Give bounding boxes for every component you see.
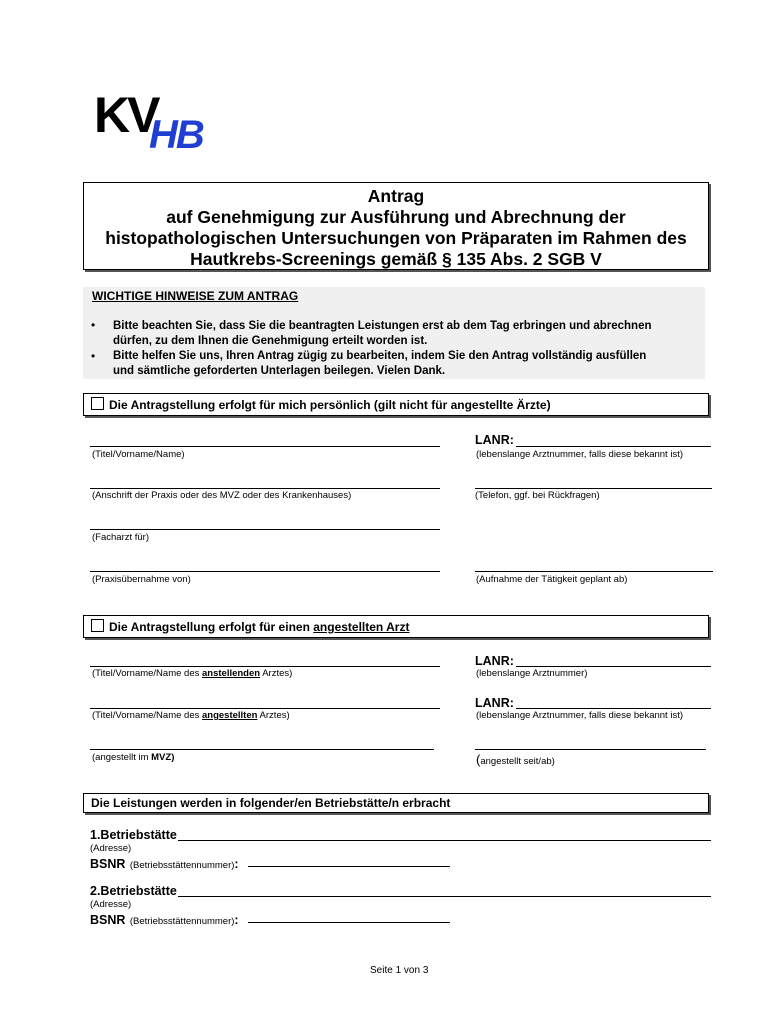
title-box xyxy=(83,182,709,270)
employer-lanr-label: LANR: xyxy=(475,654,514,668)
name-caption: (Titel/Vorname/Name) xyxy=(92,449,185,460)
employer-lanr-input[interactable] xyxy=(516,666,711,667)
site-2-bsnr-input[interactable] xyxy=(248,922,450,923)
hints-heading: WICHTIGE HINWEISE ZUM ANTRAG xyxy=(92,289,299,303)
section-employed-label: Die Antragstellung erfolgt für einen xyxy=(109,620,314,634)
employee-lanr-caption: (lebenslange Arztnummer, falls diese bekannt ist) xyxy=(476,710,683,721)
page-number: Seite 1 von 3 xyxy=(370,965,429,976)
start-date-input[interactable] xyxy=(475,571,713,572)
takeover-caption: (Praxisübernahme von) xyxy=(92,574,191,585)
takeover-input[interactable] xyxy=(90,571,440,572)
kvhb-logo-graphic xyxy=(94,88,214,152)
section-personal-label: Die Antragstellung erfolgt für mich persönlich (gilt nicht für angestellte Ärzte) xyxy=(109,398,551,412)
title-line-2: auf Genehmigung zur Ausführung und Abrechnung der xyxy=(166,207,626,227)
specialist-input[interactable] xyxy=(90,529,440,530)
hint-item-1 xyxy=(113,319,652,349)
logo-kv-text: KV xyxy=(94,88,158,143)
phone-input[interactable] xyxy=(475,488,712,489)
bullet-icon: • xyxy=(91,318,96,332)
lanr-input[interactable] xyxy=(516,446,711,447)
section-employed xyxy=(83,615,709,638)
section-personal xyxy=(83,393,709,416)
title-line-1: Antrag xyxy=(367,186,425,206)
site-2-address-caption: (Adresse) xyxy=(90,899,132,910)
site-2-bsnr: BSNR (Betriebsstättennummer): xyxy=(90,913,239,927)
site-1-bsnr-input[interactable] xyxy=(248,866,450,867)
section-sites-label: Die Leistungen werden in folgender/en Betriebstätte/n erbracht xyxy=(91,796,451,810)
employee-lanr-input[interactable] xyxy=(516,708,711,709)
kvhb-logo xyxy=(94,88,214,152)
site-1-title: 1.Betriebstätte xyxy=(90,828,177,842)
title-line-4: Hautkrebs-Screenings gemäß § 135 Abs. 2 SGB V xyxy=(190,249,602,269)
address-caption: (Anschrift der Praxis oder des MVZ oder des Krankenhauses) xyxy=(92,490,352,501)
hint-item-1-line-1: Bitte beachten Sie, dass Sie die beantragten Leistungen erst ab dem Tag erbringen und abrechnen xyxy=(113,320,652,332)
site-1-input[interactable] xyxy=(178,840,711,841)
employer-lanr-caption: (lebenslange Arztnummer) xyxy=(476,668,588,679)
name-input[interactable] xyxy=(90,446,440,447)
mvz-input[interactable] xyxy=(90,749,434,750)
employed-since-caption: (angestellt seit/ab) xyxy=(476,752,555,767)
address-input[interactable] xyxy=(90,488,440,489)
phone-caption: (Telefon, ggf. bei Rückfragen) xyxy=(475,490,600,501)
employee-name-caption: (Titel/Vorname/Name des angestellten Arztes) xyxy=(92,710,290,721)
mvz-caption: (angestellt im MVZ) xyxy=(92,752,175,763)
hint-item-2-line-2: und sämtliche geforderten Unterlagen beilegen. Vielen Dank. xyxy=(113,365,446,377)
personal-checkbox[interactable] xyxy=(91,397,104,410)
hint-item-1-line-2: dürfen, zu dem Ihnen die Genehmigung erteilt worden ist. xyxy=(113,335,428,347)
lanr-label: LANR: xyxy=(475,433,514,447)
section-sites xyxy=(83,793,709,813)
specialist-caption: (Facharzt für) xyxy=(92,532,150,543)
lanr-caption: (lebenslange Arztnummer, falls diese bekannt ist) xyxy=(476,449,683,460)
title-line-3: histopathologischen Untersuchungen von Präparaten im Rahmen des xyxy=(105,228,687,248)
employed-checkbox[interactable] xyxy=(91,619,104,632)
employer-name-input[interactable] xyxy=(90,666,440,667)
section-employed-label-underlined: angestellten Arzt xyxy=(313,620,410,634)
employee-name-input[interactable] xyxy=(90,708,440,709)
site-1-bsnr: BSNR (Betriebsstättennummer): xyxy=(90,857,239,871)
site-2-title: 2.Betriebstätte xyxy=(90,884,177,898)
employed-since-input[interactable] xyxy=(475,749,706,750)
site-2-input[interactable] xyxy=(178,896,711,897)
start-date-caption: (Aufnahme der Tätigkeit geplant ab) xyxy=(476,574,628,585)
employer-name-caption: (Titel/Vorname/Name des anstellenden Arztes) xyxy=(92,668,293,679)
bullet-icon: • xyxy=(91,349,96,363)
hint-item-2 xyxy=(113,349,646,379)
employee-lanr-label: LANR: xyxy=(475,696,514,710)
hint-item-2-line-1: Bitte helfen Sie uns, Ihren Antrag zügig zu bearbeiten, indem Sie den Antrag vollständig ausfüllen xyxy=(113,350,647,362)
site-1-address-caption: (Adresse) xyxy=(90,843,132,854)
logo-hb-text: HB xyxy=(149,113,203,152)
